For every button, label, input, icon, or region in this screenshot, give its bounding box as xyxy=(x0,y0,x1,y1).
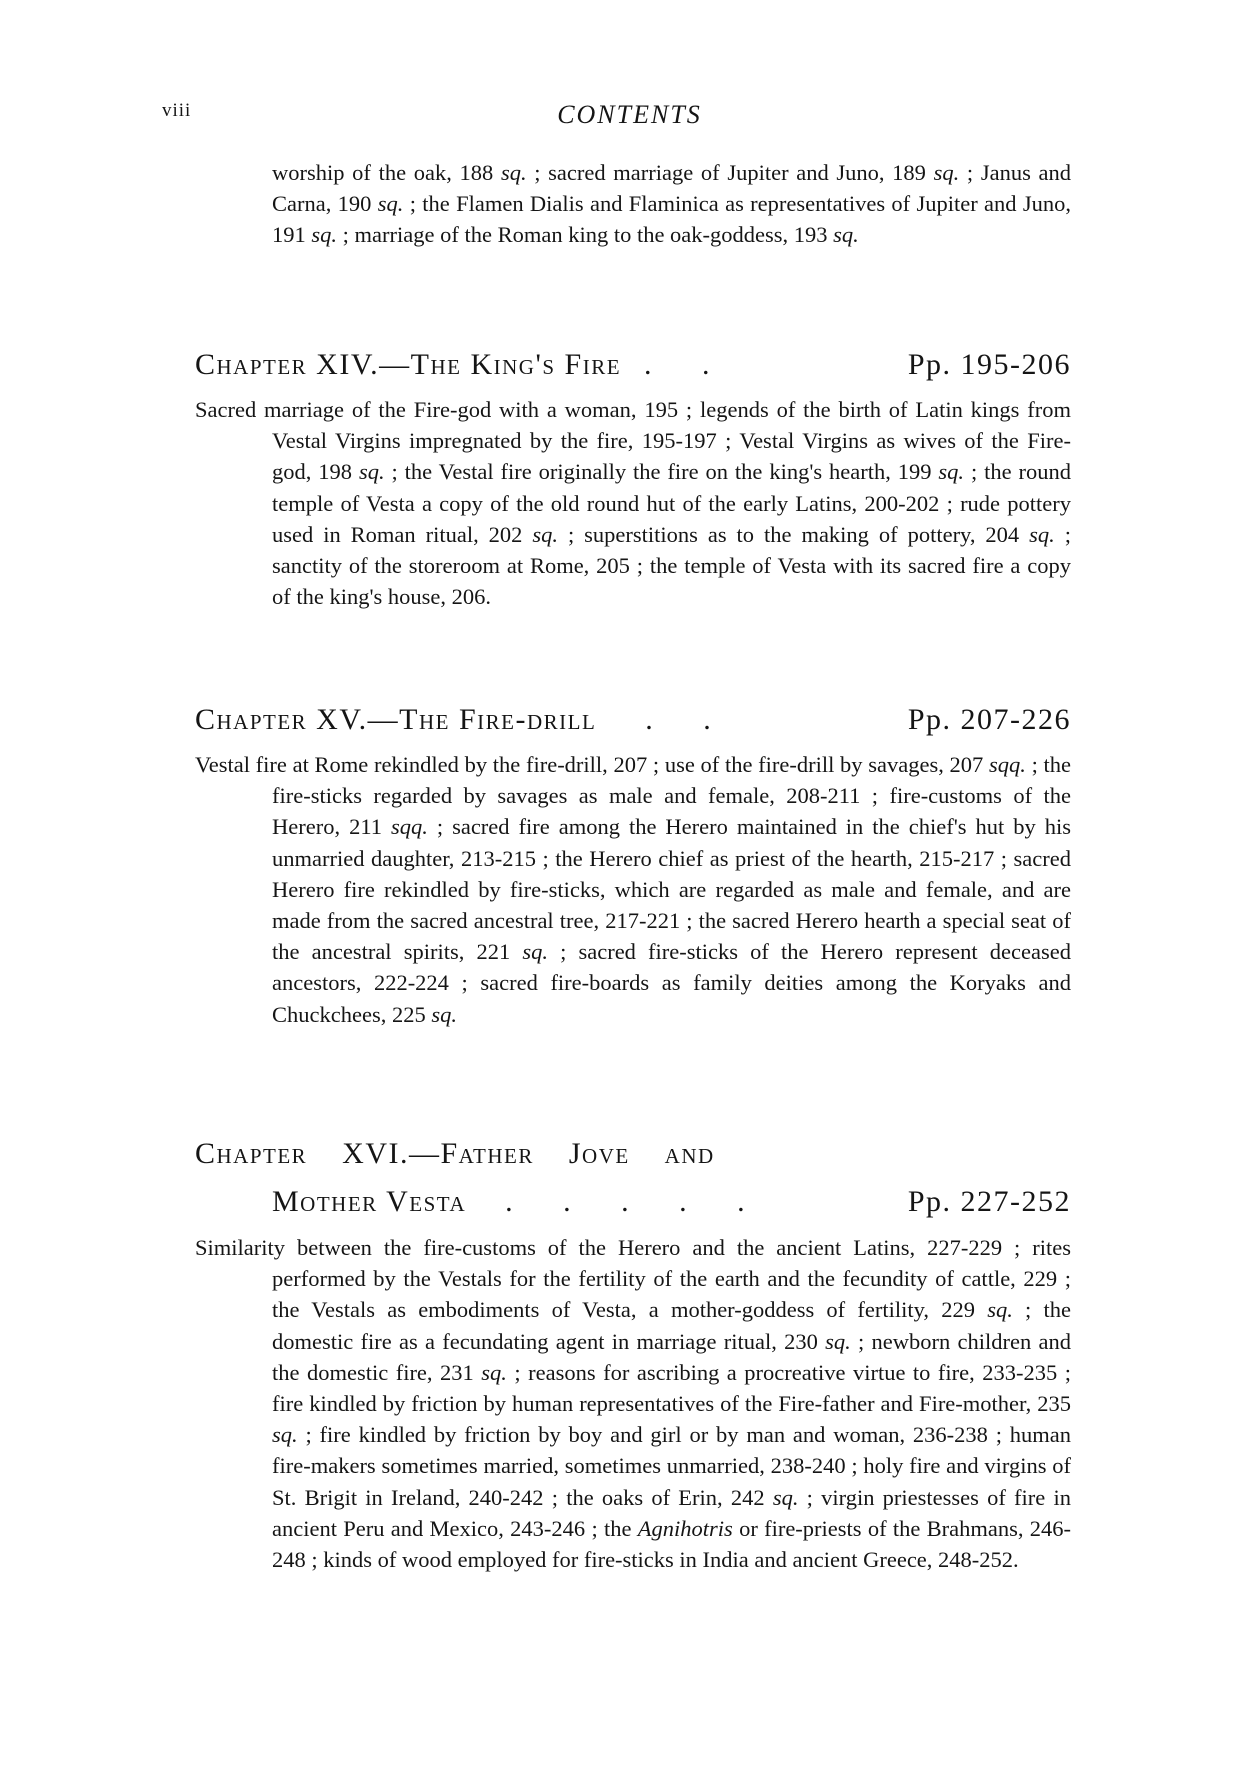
chapter-pages: Pp. 207-226 xyxy=(907,703,1071,736)
leader-dots: . . xyxy=(645,703,713,736)
intro-block xyxy=(195,157,1071,251)
leader-dots: . . . . . xyxy=(505,1185,747,1218)
chapter-pages: Pp. 227-252 xyxy=(907,1185,1071,1218)
chapter-heading-line-2 xyxy=(195,1178,1071,1226)
chapter-summary: Sacred marriage of the Fire-god with a woman, 195 ; legends of the birth of Latin kings from Vestal Virgins impregnated by the fire, 195-197 ; Vestal Virgins as wives of the Fire-god, 198 sq. ; the Vestal fire originally the fire on the king's hearth, 199 sq. ; the round temple of Vesta a copy of the old round hut of the early Latins, 200-202 ; rude pottery used in Roman ritual, 202 sq. ; superstitions as to the making of pottery, 204 sq. ; sanctity of the storeroom at Rome, 205 ; the temple of Vesta with its sacred fire a copy of the king's house, 206. xyxy=(195,397,1071,610)
chapter-title: Chapter XVI.—Father Jove and xyxy=(195,1137,715,1170)
chapter-14 xyxy=(195,345,1071,612)
chapter-heading xyxy=(195,700,1071,740)
chapter-15 xyxy=(195,700,1071,1030)
page-number: viii xyxy=(162,100,192,121)
chapter-summary: Vestal fire at Rome rekindled by the fire-drill, 207 ; use of the fire-drill by savages, 207 sqq. ; the fire-sticks regarded by savages as male and female, 208-211 ; fire-customs of the Herero, 211 sqq. ; sacred fire among the Herero maintained in the chief's hut by his unmarried daughter, 213-215 ; the Herero chief as priest of the hearth, 215-217 ; sacred Herero fire rekindled by fire-sticks, which are regarded as male and female, and are made from the sacred ancestral tree, 217-221 ; the sacred Herero hearth a special seat of the ancestral spirits, 221 sq. ; sacred fire-sticks of the Herero represent deceased ancestors, 222-224 ; sacred fire-boards as family deities among the Koryaks and Chuckchees, 225 sq. xyxy=(195,752,1071,1027)
chapter-16 xyxy=(195,1130,1071,1575)
chapter-pages: Pp. 195-206 xyxy=(907,348,1071,381)
chapter-heading-line-1 xyxy=(195,1130,1071,1178)
chapter-title: Chapter XV.—The Fire-drill xyxy=(195,703,597,736)
running-head: CONTENTS xyxy=(557,100,702,129)
chapter-title: Chapter XIV.—The King's Fire xyxy=(195,348,622,381)
intro-paragraph: worship of the oak, 188 sq. ; sacred marriage of Jupiter and Juno, 189 sq. ; Janus and Carna, 190 sq. ; the Flamen Dialis and Flaminica as representatives of Jupiter and Juno, 191 sq. ; marriage of the Roman king to the oak-goddess, 193 sq. xyxy=(272,160,1071,248)
chapter-heading xyxy=(195,345,1071,385)
chapter-summary: Similarity between the fire-customs of the Herero and the ancient Latins, 227-229 ; rites performed by the Vestals for the fertility of the earth and the fecundity of cattle, 229 ; the Vestals as embodiments of Vesta, a mother-goddess of fertility, 229 sq. ; the domestic fire as a fecundating agent in marriage ritual, 230 sq. ; newborn children and the domestic fire, 231 sq. ; reasons for ascribing a procreative virtue to fire, 233-235 ; fire kindled by friction by human representatives of the Fire-father and Fire-mother, 235 sq. ; fire kindled by friction by boy and girl or by man and woman, 236-238 ; human fire-makers sometimes married, sometimes unmarried, 238-240 ; holy fire and virgins of St. Brigit in Ireland, 240-242 ; the oaks of Erin, 242 sq. ; virgin priestesses of fire in ancient Peru and Mexico, 243-246 ; the Agnihotris or fire-priests of the Brahmans, 246-248 ; kinds of wood employed for fire-sticks in India and ancient Greece, 248-252. xyxy=(195,1235,1072,1573)
chapter-subtitle: Mother Vesta xyxy=(272,1185,467,1218)
leader-dots: . . xyxy=(644,348,712,381)
